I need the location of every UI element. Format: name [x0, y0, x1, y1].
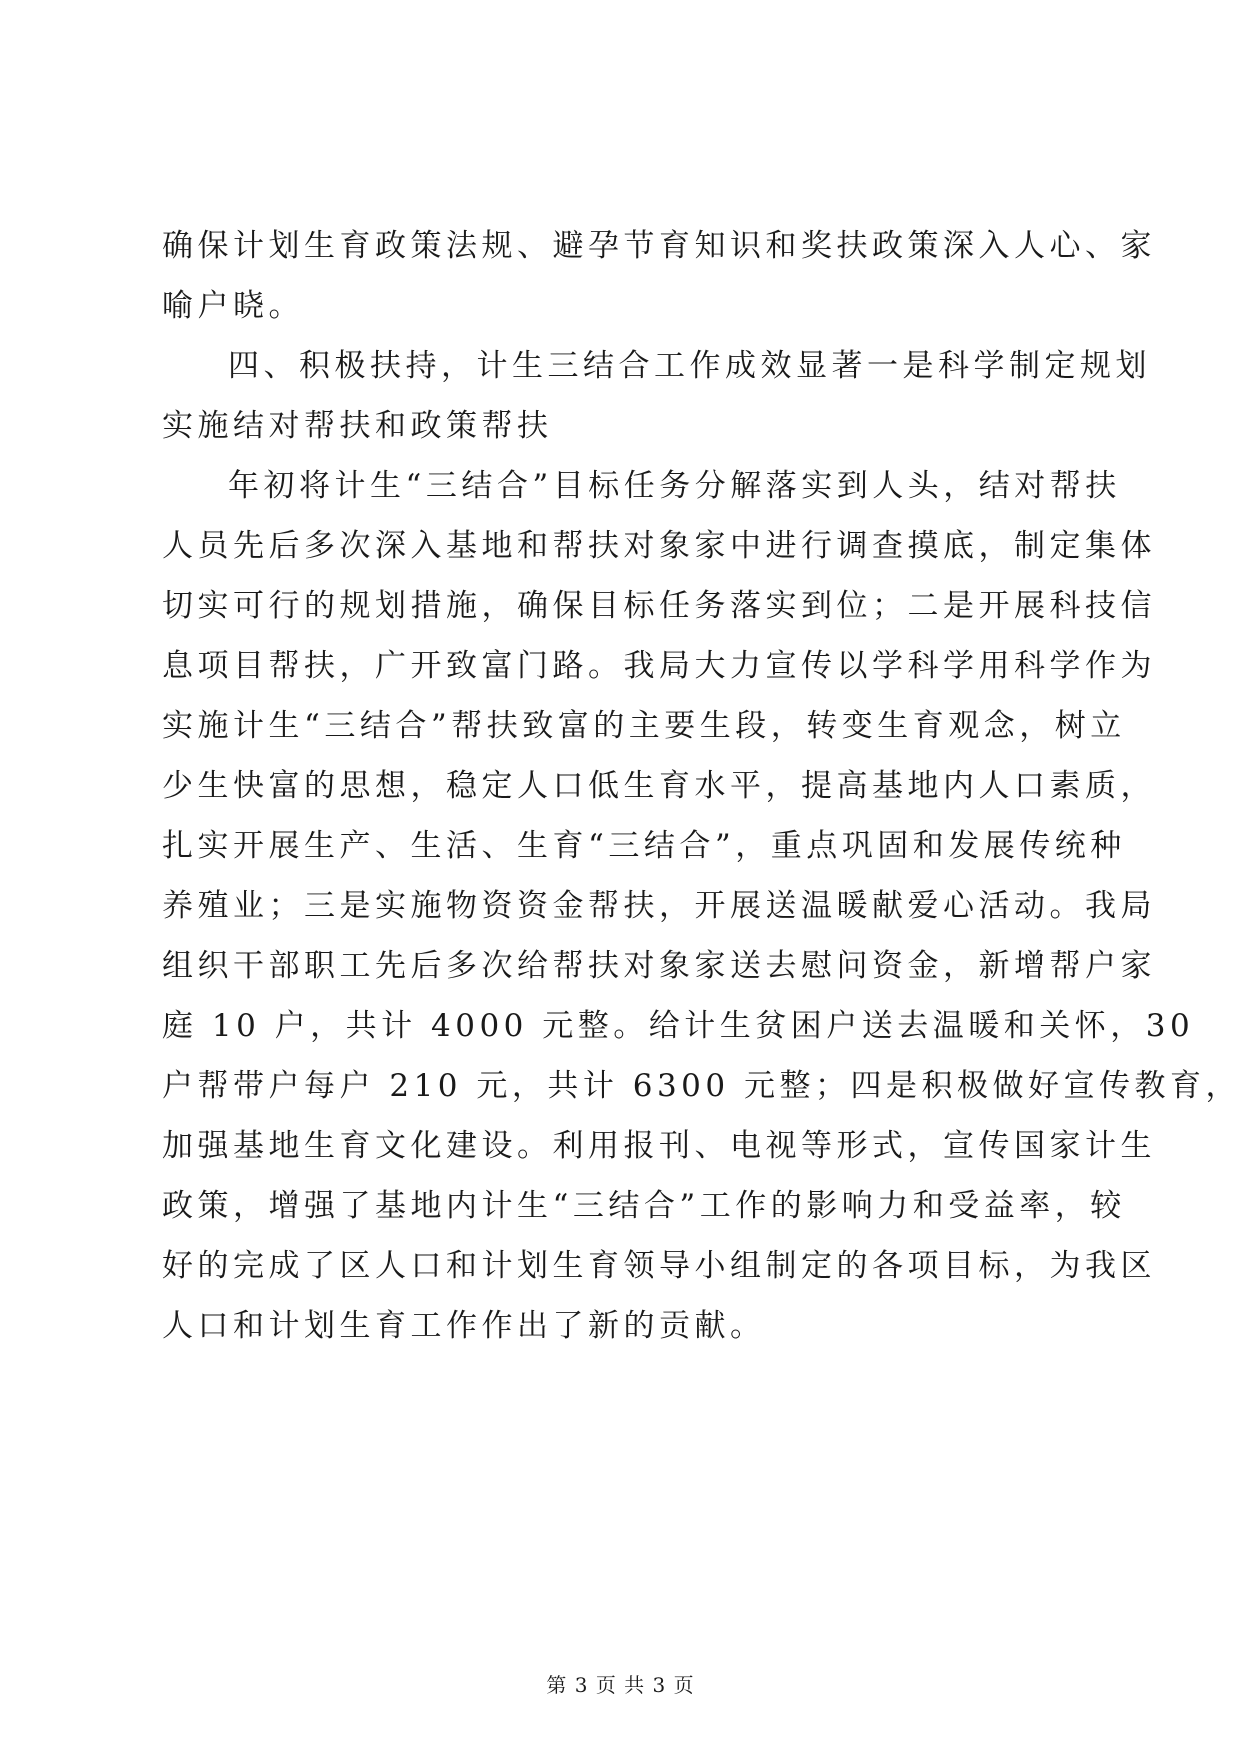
paragraph-line: 扎实开展生产、生活、生育“三结合”，重点巩固和发展传统种 — [162, 828, 1126, 864]
paragraph-line: 庭 10 户，共计 4000 元整。给计生贫困户送去温暖和关怀，30 — [162, 1008, 1195, 1044]
paragraph-line: 组织干部职工先后多次给帮扶对象家送去慰问资金，新增帮户家 — [162, 948, 1156, 984]
paragraph-line: 户帮带户每户 210 元，共计 6300 元整；四是积极做好宣传教育， — [162, 1068, 1241, 1104]
paragraph-line: 养殖业；三是实施物资资金帮扶，开展送温暖献爱心活动。我局 — [162, 888, 1156, 924]
paragraph-line: 加强基地生育文化建设。利用报刊、电视等形式，宣传国家计生 — [162, 1128, 1156, 1164]
paragraph-line: 人口和计划生育工作作出了新的贡献。 — [162, 1308, 766, 1344]
section-heading-line: 实施结对帮扶和政策帮扶 — [162, 408, 553, 444]
page-footer: 第 3 页 共 3 页 — [546, 1673, 695, 1697]
paragraph-line: 实施计生“三结合”帮扶致富的主要生段，转变生育观念，树立 — [162, 708, 1126, 744]
section-heading-line: 四、积极扶持，计生三结合工作成效显著一是科学制定规划 — [228, 348, 1151, 384]
paragraph-line: 政策，增强了基地内计生“三结合”工作的影响力和受益率，较 — [162, 1188, 1126, 1224]
paragraph-line: 确保计划生育政策法规、避孕节育知识和奖扶政策深入人心、家 — [162, 228, 1156, 264]
paragraph-line: 少生快富的思想，稳定人口低生育水平，提高基地内人口素质， — [162, 768, 1156, 804]
paragraph-line: 息项目帮扶，广开致富门路。我局大力宣传以学科学用科学作为 — [162, 648, 1156, 684]
paragraph-line: 喻户晓。 — [162, 288, 304, 324]
paragraph-line: 人员先后多次深入基地和帮扶对象家中进行调查摸底，制定集体 — [162, 528, 1156, 564]
paragraph-line: 好的完成了区人口和计划生育领导小组制定的各项目标，为我区 — [162, 1248, 1156, 1284]
paragraph-line: 年初将计生“三结合”目标任务分解落实到人头，结对帮扶 — [228, 468, 1121, 504]
paragraph-line: 切实可行的规划措施，确保目标任务落实到位；二是开展科技信 — [162, 588, 1156, 624]
